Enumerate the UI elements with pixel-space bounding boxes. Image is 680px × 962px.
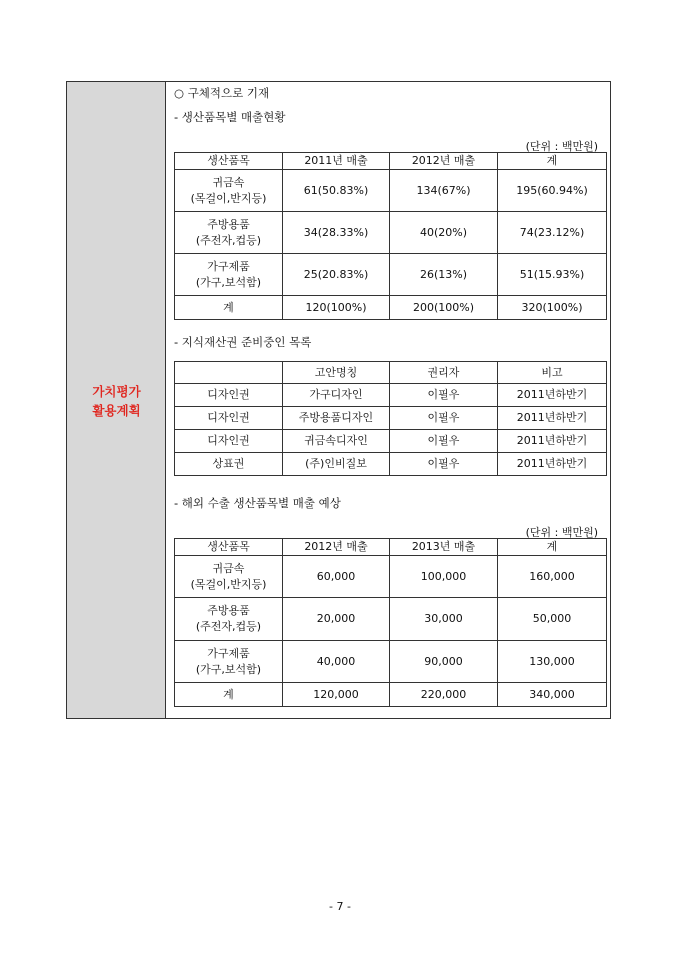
table-total-row <box>175 296 607 320</box>
left-label-line: 활용계획 <box>92 403 141 418</box>
value-cell: 30,000 <box>390 598 498 641</box>
value-cell: 134(67%) <box>390 170 498 212</box>
holder-cell: 이필우 <box>390 407 498 430</box>
holder-cell: 이필우 <box>390 453 498 476</box>
total-cell: 130,000 <box>498 641 607 683</box>
total-cell: 74(23.12%) <box>498 212 607 254</box>
table-row <box>175 170 607 212</box>
total-cell: 195(60.94%) <box>498 170 607 212</box>
sales-table <box>174 152 607 320</box>
table-total-row <box>175 683 607 707</box>
value-cell: 40,000 <box>283 641 390 683</box>
export-table <box>174 538 607 707</box>
note-cell: 2011년하반기 <box>498 407 607 430</box>
value-cell: 90,000 <box>390 641 498 683</box>
value-cell: 26(13%) <box>390 254 498 296</box>
section1-title: - 생산품목별 매출현황 <box>174 110 286 124</box>
ip-table <box>174 361 607 476</box>
value-cell: 220,000 <box>390 683 498 707</box>
name-cell: 주방용품디자인 <box>283 407 390 430</box>
left-label-column <box>67 82 166 718</box>
col-header: 생산품목 <box>175 153 283 170</box>
item-cell: 계 <box>175 683 283 707</box>
value-cell: 60,000 <box>283 556 390 598</box>
col-header: 권리자 <box>390 362 498 384</box>
item-cell: 귀금속 (목걸이,반지등) <box>175 170 283 212</box>
item-cell: 주방용품 (주전자,컵등) <box>175 598 283 641</box>
value-cell: 40(20%) <box>390 212 498 254</box>
table-row <box>175 453 607 476</box>
value-cell: 120,000 <box>283 683 390 707</box>
table-row <box>175 430 607 453</box>
name-cell: 가구디자인 <box>283 384 390 407</box>
value-cell: 100,000 <box>390 556 498 598</box>
total-cell: 320(100%) <box>498 296 607 320</box>
col-header: 고안명칭 <box>283 362 390 384</box>
value-cell: 120(100%) <box>283 296 390 320</box>
type-cell: 디자인권 <box>175 407 283 430</box>
holder-cell: 이필우 <box>390 384 498 407</box>
content-column <box>166 82 610 718</box>
value-cell: 200(100%) <box>390 296 498 320</box>
note-cell: 2011년하반기 <box>498 453 607 476</box>
item-cell: 계 <box>175 296 283 320</box>
item-cell: 가구제품 (가구,보석함) <box>175 641 283 683</box>
table-row <box>175 384 607 407</box>
col-header: 2012년 매출 <box>390 153 498 170</box>
name-cell: 귀금속디자인 <box>283 430 390 453</box>
item-cell: 가구제품 (가구,보석함) <box>175 254 283 296</box>
type-cell: 디자인권 <box>175 430 283 453</box>
table-row <box>175 254 607 296</box>
table-row <box>175 212 607 254</box>
type-cell: 상표권 <box>175 453 283 476</box>
holder-cell: 이필우 <box>390 430 498 453</box>
total-cell: 51(15.93%) <box>498 254 607 296</box>
left-label <box>67 382 166 420</box>
section2-title: - 지식재산권 준비중인 목록 <box>174 335 312 349</box>
heading: ○ 구체적으로 기재 <box>174 86 270 100</box>
col-header: 2011년 매출 <box>283 153 390 170</box>
table-row <box>175 556 607 598</box>
table-row <box>175 598 607 641</box>
value-cell: 25(20.83%) <box>283 254 390 296</box>
table-row <box>175 407 607 430</box>
col-header: 비고 <box>498 362 607 384</box>
note-cell: 2011년하반기 <box>498 384 607 407</box>
col-header <box>175 362 283 384</box>
note-cell: 2011년하반기 <box>498 430 607 453</box>
section3-title: - 해외 수출 생산품목별 매출 예상 <box>174 496 341 510</box>
value-cell: 34(28.33%) <box>283 212 390 254</box>
total-cell: 340,000 <box>498 683 607 707</box>
table-row <box>175 641 607 683</box>
value-cell: 61(50.83%) <box>283 170 390 212</box>
col-header: 생산품목 <box>175 539 283 556</box>
total-cell: 50,000 <box>498 598 607 641</box>
col-header: 2013년 매출 <box>390 539 498 556</box>
item-cell: 귀금속 (목걸이,반지등) <box>175 556 283 598</box>
col-header: 계 <box>498 153 607 170</box>
total-cell: 160,000 <box>498 556 607 598</box>
section3-unit: (단위 : 백만원) <box>525 526 598 539</box>
name-cell: (주)인비질보 <box>283 453 390 476</box>
col-header: 2012년 매출 <box>283 539 390 556</box>
item-cell: 주방용품 (주전자,컵등) <box>175 212 283 254</box>
left-label-line: 가치평가 <box>92 384 141 399</box>
value-cell: 20,000 <box>283 598 390 641</box>
plan-frame <box>66 81 611 719</box>
page-number: - 7 - <box>329 900 351 913</box>
section1-unit: (단위 : 백만원) <box>525 140 598 153</box>
type-cell: 디자인권 <box>175 384 283 407</box>
col-header: 계 <box>498 539 607 556</box>
